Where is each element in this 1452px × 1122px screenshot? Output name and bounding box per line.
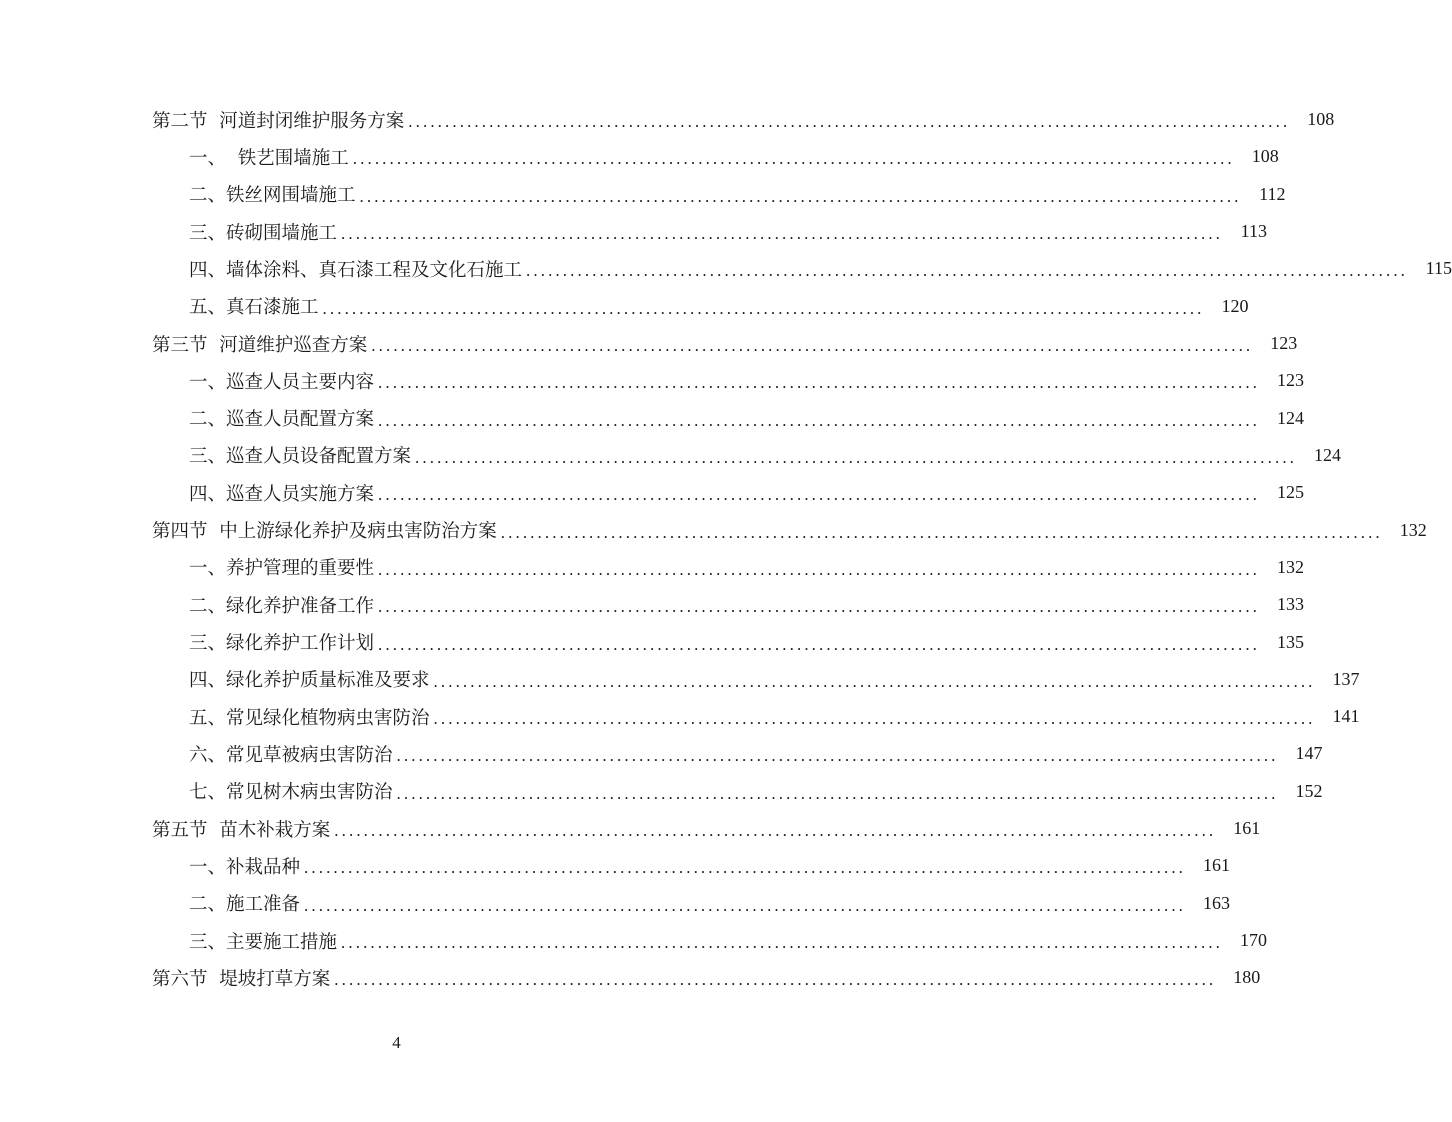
toc-entry-label: 三、砖砌围墙施工: [189, 222, 338, 244]
toc-entry-label: 二、巡查人员配置方案: [189, 409, 375, 431]
toc-entry-item[interactable]: [0, 885, 1231, 922]
toc-entry-page: 115: [1425, 258, 1452, 279]
toc-entry-page: 132: [1399, 519, 1427, 540]
toc-entry-label: 第五节 苗木补栽方案: [152, 819, 331, 841]
toc-entry-page: 124: [1277, 407, 1305, 428]
toc-dot-leader: ........................................................................................................................: [371, 336, 1254, 356]
toc-dot-leader: ........................................................................................................................: [334, 970, 1217, 990]
toc-entry-page: 161: [1203, 855, 1231, 876]
toc-entry-item[interactable]: [0, 623, 1305, 660]
toc-dot-leader: ........................................................................................................................: [378, 410, 1261, 430]
page-number: 4: [392, 1033, 401, 1052]
toc-entry-label: 六、常见草被病虫害防治: [189, 744, 393, 766]
toc-dot-leader: ........................................................................................................................: [526, 261, 1409, 281]
toc-entry-page: 123: [1277, 370, 1305, 391]
toc-entry-item[interactable]: [0, 773, 1323, 810]
toc-entry-page: 170: [1240, 930, 1268, 951]
toc-entry-item[interactable]: [0, 362, 1305, 399]
toc-dot-leader: ........................................................................................................................: [378, 597, 1261, 617]
toc-entry-page: 152: [1295, 780, 1323, 801]
toc-entry-page: 161: [1233, 818, 1261, 839]
toc-dot-leader: ........................................................................................................................: [378, 485, 1261, 505]
toc-dot-leader: ........................................................................................................................: [408, 112, 1291, 132]
toc-entry-label: 七、常见树木病虫害防治: [189, 782, 393, 804]
toc-entry-item[interactable]: [0, 250, 1452, 287]
toc-entry-item[interactable]: [0, 922, 1268, 959]
toc-dot-leader: ........................................................................................................................: [378, 634, 1261, 654]
toc-dot-leader: ........................................................................................................................: [433, 709, 1316, 729]
toc-entry-page: 147: [1295, 743, 1323, 764]
toc-entry-page: 124: [1314, 444, 1342, 465]
toc-entry-item[interactable]: [0, 735, 1323, 772]
toc-entry-page: 108: [1251, 146, 1279, 167]
toc-entry-label: 一、补栽品种: [189, 856, 301, 878]
toc-entry-page: 125: [1277, 482, 1305, 503]
toc-entry-page: 123: [1270, 333, 1298, 354]
toc-entry-item[interactable]: [0, 661, 1360, 698]
toc-entry-item[interactable]: [0, 549, 1305, 586]
toc-entry-item[interactable]: [0, 474, 1305, 511]
toc-dot-leader: ........................................................................................................................: [500, 522, 1383, 542]
toc-dot-leader: ........................................................................................................................: [304, 895, 1187, 915]
toc-entry-page: 133: [1277, 594, 1305, 615]
toc-entry-label: 二、施工准备: [189, 894, 301, 916]
toc-entry-label: 三、巡查人员设备配置方案: [189, 446, 412, 468]
toc-entry-page: 113: [1240, 221, 1268, 242]
toc-dot-leader: ........................................................................................................................: [341, 933, 1224, 953]
toc-entry-label: 第三节 河道维护巡查方案: [152, 334, 368, 356]
toc-entry-page: 112: [1259, 183, 1286, 204]
toc-entry-label: 第二节 河道封闭维护服务方案: [152, 110, 405, 132]
toc-entry-label: 三、主要施工措施: [189, 931, 338, 953]
toc-entry-page: 135: [1277, 631, 1305, 652]
toc-entry-item[interactable]: [0, 400, 1305, 437]
toc-entry-section-4[interactable]: [0, 511, 1427, 548]
toc-entry-label: 一、 铁艺围墙施工: [189, 147, 349, 169]
toc-entry-item[interactable]: [0, 698, 1360, 735]
toc-dot-leader: ........................................................................................................................: [378, 373, 1261, 393]
toc-entry-page: 180: [1233, 967, 1261, 988]
toc-dot-leader: ........................................................................................................................: [396, 746, 1279, 766]
toc-entry-label: 四、墙体涂料、真石漆工程及文化石施工: [189, 259, 523, 281]
toc-dot-leader: ........................................................................................................................: [352, 149, 1235, 169]
toc-dot-leader: ........................................................................................................................: [378, 559, 1261, 579]
toc-entry-label: 五、真石漆施工: [189, 297, 319, 319]
toc-entry-section-6[interactable]: [0, 959, 1261, 996]
toc-entry-item[interactable]: [0, 138, 1279, 175]
toc-entry-section-5[interactable]: [0, 810, 1261, 847]
toc-dot-leader: ........................................................................................................................: [304, 858, 1187, 878]
toc-entry-item[interactable]: [0, 213, 1268, 250]
toc-entry-label: 二、铁丝网围墙施工: [189, 185, 356, 207]
toc-entry-page: 120: [1221, 295, 1249, 316]
toc-entry-item[interactable]: [0, 847, 1231, 884]
toc-dot-leader: ........................................................................................................................: [359, 186, 1242, 206]
toc-entry-item[interactable]: [0, 288, 1249, 325]
toc-dot-leader: ........................................................................................................................: [334, 821, 1217, 841]
toc-dot-leader: ........................................................................................................................: [433, 671, 1316, 691]
toc-entry-page: 163: [1203, 892, 1231, 913]
toc-dot-leader: ........................................................................................................................: [396, 783, 1279, 803]
toc-entry-label: 第四节 中上游绿化养护及病虫害防治方案: [152, 521, 497, 543]
toc-entry-page: 108: [1307, 109, 1335, 130]
toc-entry-section-2[interactable]: [0, 101, 1335, 138]
toc-entry-item[interactable]: [0, 176, 1286, 213]
toc-entry-label: 一、养护管理的重要性: [189, 558, 375, 580]
toc-entry-page: 141: [1332, 706, 1360, 727]
toc-entry-label: 二、绿化养护准备工作: [189, 595, 375, 617]
toc-entry-label: 第六节 堤坡打草方案: [152, 968, 331, 990]
toc-dot-leader: ........................................................................................................................: [341, 224, 1224, 244]
toc-entry-page: 137: [1332, 668, 1360, 689]
toc-entry-item[interactable]: [0, 586, 1305, 623]
toc-entry-label: 一、巡查人员主要内容: [189, 371, 375, 393]
toc-dot-leader: ........................................................................................................................: [415, 447, 1298, 467]
toc-entry-label: 四、巡查人员实施方案: [189, 483, 375, 505]
toc-entry-item[interactable]: [0, 437, 1342, 474]
toc-entry-label: 四、绿化养护质量标准及要求: [189, 670, 430, 692]
toc-entry-section-3[interactable]: [0, 325, 1298, 362]
toc-entry-page: 132: [1277, 556, 1305, 577]
toc-entry-label: 五、常见绿化植物病虫害防治: [189, 707, 430, 729]
toc-dot-leader: ........................................................................................................................: [322, 298, 1205, 318]
table-of-contents: [0, 101, 1452, 997]
toc-entry-label: 三、绿化养护工作计划: [189, 633, 375, 655]
